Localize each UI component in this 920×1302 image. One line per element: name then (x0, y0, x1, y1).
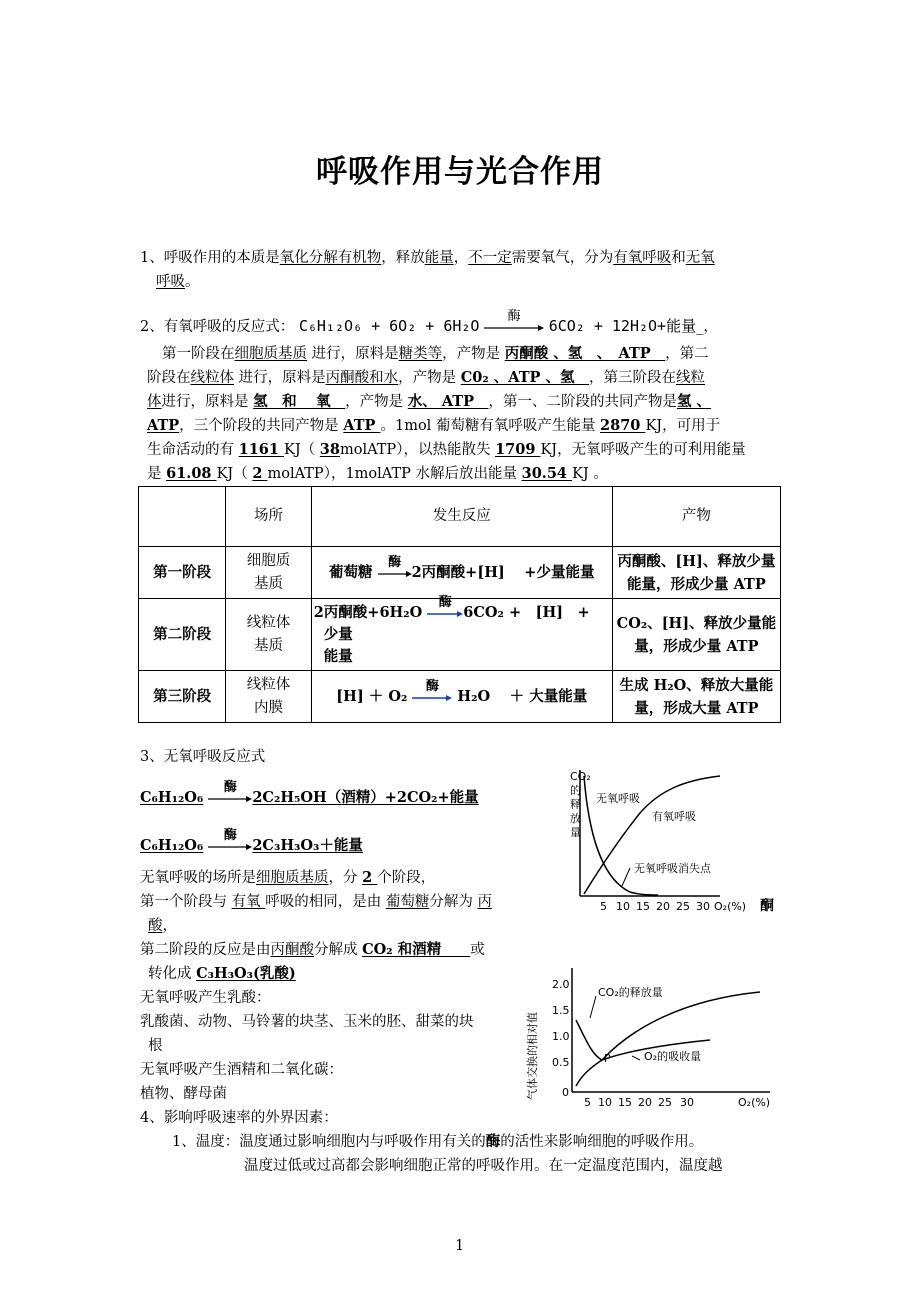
reaction-cell: [H] ＋ O₂ 酶 H₂O ＋ 大量能量 (311, 671, 612, 723)
anaerobic-text-2: 第一个阶段与 有氧 呼吸的相同，是由 葡萄糖分解为 丙 (140, 894, 492, 910)
section-4-heading: 4、影响呼吸速率的外界因素： (140, 1110, 338, 1126)
para-2-line-4: ATP，三个阶段的共同产物是 ATP 。1mol 葡萄糖有氧呼吸产生能量 2870 KJ，可用于 (147, 417, 721, 434)
enzyme-arrow: 酶 (378, 565, 412, 581)
enzyme-arrow: 酶 (484, 319, 544, 335)
place-cell: 线粒体 基质 (226, 599, 311, 671)
product-cell: 丙酮酸、[H]、释放少量 能量，形成少量 ATP (612, 547, 780, 599)
gas-exchange-chart (520, 960, 780, 1110)
aerobic-stages-table (138, 486, 781, 723)
anaerobic-equation-1: C₆H₁₂O₆ 酶 2C₂H₅OH（酒精）+2CO₂+能量 (140, 780, 479, 806)
product-cell: CO₂、[H]、释放少量能 量，形成少量 ATP (612, 599, 780, 671)
table-row (139, 599, 781, 671)
product-cell: 生成 H₂O、释放大量能 量，形成大量 ATP (612, 671, 780, 723)
para-2-line-1: 第一阶段在细胞质基质 进行，原料是糖类等，产物是 丙酮酸 、氢 、 ATP ，第二 (162, 345, 709, 362)
anaerobic-text-4: 无氧呼吸产生乳酸： (140, 990, 271, 1006)
aerobic-equation: 2、有氧呼吸的反应式： C₆H₁₂O₆ + 6O₂ + 6H₂O 酶 6CO₂ + 12H₂O+能量_， (140, 309, 718, 335)
enzyme-arrow: 酶 (412, 689, 452, 705)
x-tick: 5 (584, 1096, 591, 1109)
enzyme-arrow: 酶 (427, 605, 463, 621)
para-1-line-1: 1、呼吸作用的本质是氧化分解有机物，释放能量，不一定需要氧气，分为有氧呼吸和无氧 (140, 250, 715, 266)
page-title: 呼吸作用与光合作用 (316, 154, 604, 190)
x-tick: 25 (676, 900, 690, 913)
x-tick: 30 (680, 1096, 694, 1109)
reaction-cell: 2丙酮酸+6H₂O 酶 6CO₂ + [H] + 少量 能量 (311, 599, 612, 671)
series-co2-label: CO₂的释放量 (598, 986, 663, 999)
anaerobic-text-2b: 酸， (148, 918, 177, 934)
y-label: 气体交换的相对值 (526, 1012, 539, 1100)
section-4-item-1: 1、温度：温度通过影响细胞内与呼吸作用有关的酶的活性来影响细胞的呼吸作用。 (172, 1133, 704, 1150)
series-o2-label: O₂的吸收量 (644, 1050, 702, 1063)
anaerobic-equation-2: C₆H₁₂O₆ 酶 2C₃H₃O₃＋能量 (140, 828, 363, 854)
y-tick: 2.0 (552, 978, 570, 991)
o2-leader (632, 1056, 640, 1060)
x-tick: 10 (598, 1096, 612, 1109)
table-header-cell: 场所 (226, 487, 311, 547)
y-tick: 1.5 (552, 1004, 570, 1017)
section-3-heading: 3、无氧呼吸反应式 (140, 749, 266, 765)
stage-cell: 第一阶段 (139, 547, 226, 599)
section-4-item-1-cont: 温度过低或过高都会影响细胞正常的呼吸作用。在一定温度范围内，温度越 (244, 1158, 723, 1174)
x-tick: 10 (616, 900, 630, 913)
para-2-line-3: 体进行，原料是 氢 和 氧 ，产物是 水、 ATP ，第一、二阶段的共同产物是氢 、 (147, 393, 712, 410)
para-1-line-2: 呼吸。 (156, 274, 200, 290)
series-anaerobic-label: 无氧呼吸 (596, 792, 640, 805)
x-tick: 20 (638, 1096, 652, 1109)
table-header-row (139, 487, 781, 547)
x-tick: 15 (618, 1096, 632, 1109)
anaerobic-text-7: 植物、酵母菌 (140, 1086, 227, 1102)
enzyme-arrow: 酶 (208, 838, 252, 854)
table-header-cell: 发生反应 (311, 487, 612, 547)
para-2-line-6: 是 61.08 KJ（ 2 molATP），1molATP 水解后放出能量 30.54 KJ 。 (147, 465, 608, 482)
y-tick: 1.0 (552, 1030, 570, 1043)
stage-cell: 第三阶段 (139, 671, 226, 723)
anaerobic-text-3b: 转化成 C₃H₃O₃(乳酸) (148, 965, 296, 982)
table-row (139, 671, 781, 723)
anaerobic-text-5: 乳酸菌、动物、马铃薯的块茎、玉米的胚、甜菜的块 (140, 1014, 474, 1030)
o2-uptake-curve (576, 1040, 710, 1086)
x-tick: 20 (656, 900, 670, 913)
anaerobic-text-6: 无氧呼吸产生酒精和二氧化碳： (140, 1062, 343, 1078)
co2-release-chart (560, 768, 790, 918)
x-tick: 30 (696, 900, 710, 913)
co2-leader (590, 996, 596, 1018)
stage-cell: 第二阶段 (139, 599, 226, 671)
y-tick: 0.5 (552, 1056, 570, 1069)
table-header-cell (139, 487, 226, 547)
place-cell: 细胞质 基质 (226, 547, 311, 599)
place-cell: 线粒体 内膜 (226, 671, 311, 723)
anaerobic-text-1: 无氧呼吸的场所是细胞质基质，分 2 个阶段， (140, 869, 436, 886)
x-label: O₂(%) (714, 900, 747, 913)
y-label: CO₂ 的 释 放 量 (570, 770, 591, 839)
side-glyph: 酮 (760, 898, 774, 914)
series-aerobic-label: 有氧呼吸 (652, 810, 696, 823)
enzyme-arrow: 酶 (208, 790, 252, 806)
x-label: O₂(%) (738, 1096, 771, 1109)
para-2-line-2: 阶段在线粒体 进行，原料是丙酮酸和水，产物是 C0₂ 、ATP 、氢 ，第三阶段在线粒 (147, 369, 705, 386)
point-p-label: P (604, 1052, 611, 1065)
x-tick: 25 (658, 1096, 672, 1109)
anaerobic-text-3: 第二阶段的反应是由丙酮酸分解成 CO₂ 和酒精 或 (140, 941, 485, 958)
table-header-cell: 产物 (612, 487, 780, 547)
page-number: 1 (455, 1238, 465, 1254)
anaerobic-text-5b: 根 (148, 1038, 163, 1054)
reaction-cell: 葡萄糖 酶 2丙酮酸+[H] +少量能量 (311, 547, 612, 599)
x-tick: 15 (636, 900, 650, 913)
para-2-line-5: 生命活动的有 1161 KJ（ 38molATP），以热能散失 1709 KJ，无氧呼吸产生的可利用能量 (147, 441, 746, 458)
annotation-leader (622, 868, 630, 886)
x-tick: 5 (600, 900, 607, 913)
y-tick: 0 (562, 1086, 569, 1099)
annotation-label: 无氧呼吸消失点 (634, 862, 711, 875)
